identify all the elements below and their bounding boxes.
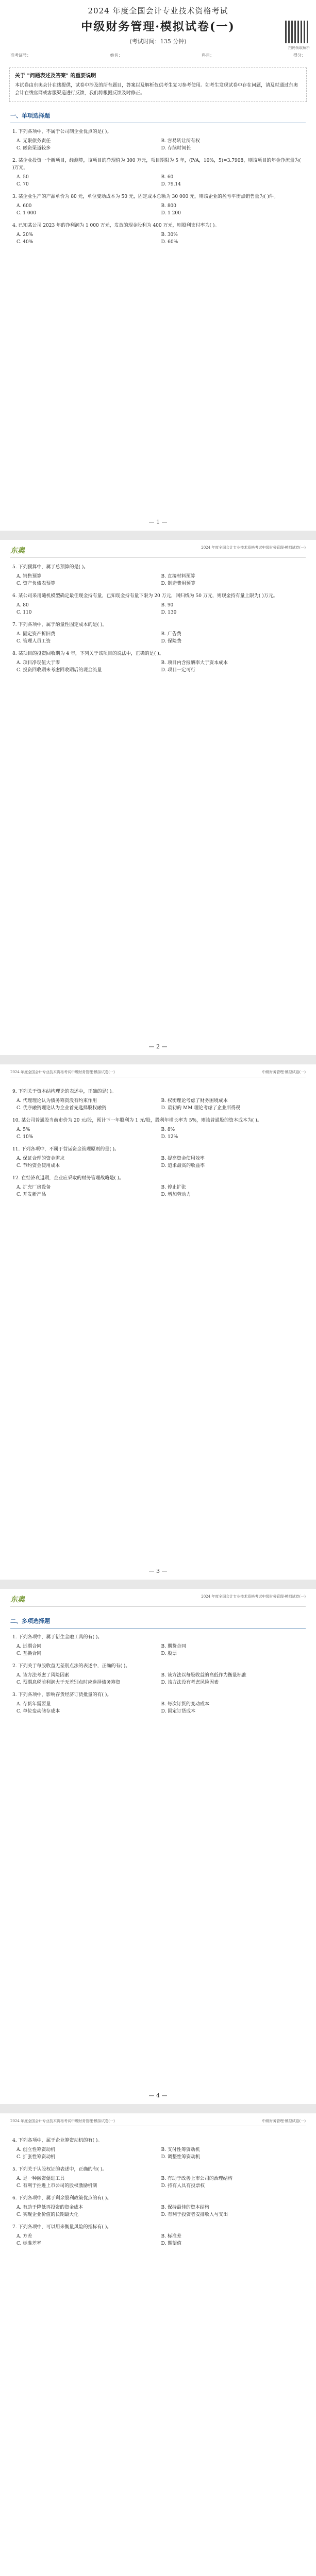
page-number: — 2 —	[148, 1043, 168, 1050]
option-item: C. 1 000	[16, 211, 37, 216]
option-item: B. 项目内含报酬率大于资本成本	[161, 660, 228, 666]
option-item: B. 每次订货的变动成本	[161, 1702, 209, 1707]
question-number: 1.	[12, 129, 17, 134]
option-list	[16, 573, 300, 587]
exam-subtitle: 中级财务管理·模拟试卷(一)	[81, 20, 235, 33]
option-list	[16, 1097, 300, 1112]
option-item: D. 制造费用预算	[161, 581, 196, 586]
question-number: 6.	[12, 594, 17, 599]
brand-logo-icon: 东奥	[10, 547, 25, 555]
option-item: A. 创立性筹资动机	[16, 2147, 56, 2153]
option-list	[16, 2146, 300, 2161]
exam-time: (考试时间：135 分钟)	[129, 38, 187, 45]
option-item: C. 有利于推进上市公司的股权激励机制	[16, 2183, 97, 2189]
option-item: A. 是一种融资促进工具	[16, 2176, 65, 2181]
question-list	[0, 564, 316, 674]
exam-title: 2024 年度全国会计专业技术资格考试	[88, 6, 228, 15]
question-item	[12, 650, 304, 657]
option-item: D. 持有人具有投票权	[161, 2183, 205, 2189]
option-item: A. 代理理论认为债务筹资没有约束作用	[16, 1098, 97, 1104]
question-list	[0, 2137, 316, 2247]
question-number: 12.	[12, 1176, 20, 1181]
question-item	[12, 1691, 304, 1699]
question-number: 9.	[12, 1089, 17, 1094]
page-separator	[0, 531, 316, 540]
running-header-text: 2024 年度全国会计专业技术资格考试中级财务管理·模拟试卷(一)	[201, 546, 306, 550]
qr-code-icon	[285, 21, 308, 43]
question-list	[0, 1634, 316, 1715]
option-list	[16, 2233, 300, 2247]
option-item: A. 有助于降低再投资的资金成本	[16, 2205, 84, 2210]
question-text: 已知某公司 2023 年的净利润为 1 000 万元，发放的现金股利为 400 万元，则股利支付率为( )。	[18, 223, 220, 228]
question-item	[12, 193, 304, 200]
option-item: D. 1 200	[161, 211, 181, 216]
option-list	[16, 602, 300, 616]
running-header-right: 中级财务管理·模拟试卷(一)	[262, 2119, 306, 2123]
question-number: 8.	[12, 651, 17, 656]
option-item: D. 该方法没有考虑风险因素	[161, 1680, 219, 1685]
question-item	[12, 222, 304, 229]
page-separator	[0, 2104, 316, 2113]
option-item: D. 股票	[161, 1651, 177, 1656]
question-list	[0, 1088, 316, 1198]
option-item: D. 存续时间长	[161, 146, 191, 151]
option-item: C. 单位变动储存成本	[16, 1709, 60, 1714]
option-item: B. 有助于改善上市公司的治理结构	[161, 2176, 232, 2181]
question-text: 下列各项中，不属于营运资金管理原则的是( )。	[21, 1147, 120, 1152]
option-item: C. 投资回收期未考虑回收期后的现金流量	[16, 668, 102, 673]
option-item: C. 互换合同	[16, 1651, 42, 1656]
question-number: 2.	[12, 1664, 17, 1669]
candidate-fields	[0, 53, 316, 58]
question-text: 下列各项中，不属于公司制企业优点的是( )。	[18, 129, 112, 134]
option-item: B. 8%	[161, 1127, 175, 1132]
section-heading: 二、多项选择题	[10, 1618, 50, 1624]
running-header-text: 2024 年度全国会计专业技术资格考试中级财务管理·模拟试卷(一)	[10, 2119, 115, 2123]
page-separator	[0, 1055, 316, 1064]
option-item: A. 50	[16, 175, 29, 180]
question-text: 某项目的投资回收期为 4 年，下列关于该项目的说法中，正确的是( )。	[18, 651, 164, 656]
option-item: A. 该方法考虑了风险因素	[16, 1673, 70, 1678]
question-item	[12, 2137, 304, 2144]
option-item: D. 保险费	[161, 639, 182, 644]
option-item: C. 10%	[16, 1134, 34, 1140]
option-list	[16, 1126, 300, 1141]
option-item: D. 79.14	[161, 182, 181, 187]
question-number: 11.	[12, 1147, 20, 1152]
option-item: D. 有利于投资者安排收入与支出	[161, 2212, 228, 2217]
question-item	[12, 1146, 304, 1153]
option-list	[16, 1184, 300, 1198]
option-list	[16, 1155, 300, 1170]
option-item: A. 存货年需要量	[16, 1702, 51, 1707]
question-item	[12, 2166, 304, 2173]
option-item: C. 优序融资理论认为企业首先选择股权融资	[16, 1106, 107, 1111]
question-text: 某公司普通股当前市价为 20 元/股，预计下一年股利为 1 元/股，股利年增长率为 5%，则该普通股的资本成本为( )。	[21, 1118, 262, 1123]
option-list	[16, 1672, 300, 1686]
option-item: B. 90	[161, 603, 174, 608]
question-item	[12, 1088, 304, 1095]
option-item: C. 扩张性筹资动机	[16, 2155, 56, 2160]
question-text: 下列关于每股收益无差别点法的表述中，正确的有( )。	[18, 1664, 130, 1669]
option-item: C. 标准差率	[16, 2241, 42, 2246]
question-item	[12, 1663, 304, 1670]
field-label: 科目：	[202, 53, 214, 58]
question-text: 下列各项中，可以用来衡量风险的指标有( )。	[18, 2225, 112, 2230]
section-heading: 一、单项选择题	[10, 112, 50, 119]
option-item: C. 实现企业价值的长期最大化	[16, 2212, 79, 2217]
field-label: 姓名：	[110, 53, 123, 58]
running-header-right: 中级财务管理·模拟试卷(一)	[262, 1070, 306, 1074]
option-item: D. 项目一定可行	[161, 668, 196, 673]
option-item: B. 广告费	[161, 632, 181, 637]
option-item: A. 销售预算	[16, 574, 42, 579]
question-number: 6.	[12, 2196, 17, 2201]
running-header	[10, 1594, 306, 1607]
question-number: 4.	[12, 2138, 17, 2143]
page-4	[0, 1589, 316, 2104]
option-list	[16, 174, 300, 188]
option-item: D. 最初的 MM 理论考虑了企业所得税	[161, 1106, 241, 1111]
option-list	[16, 202, 300, 217]
question-text: 下列各项中，属于酌量性固定成本的是( )。	[18, 622, 107, 628]
option-item: B. 期货合同	[161, 1644, 186, 1649]
option-item: B. 支付性筹资动机	[161, 2147, 200, 2153]
option-item: D. 60%	[161, 240, 178, 245]
section-divider	[10, 1628, 306, 1629]
question-number: 7.	[12, 622, 17, 628]
option-item: B. 直接材料预算	[161, 574, 195, 579]
field-label: 准考证号：	[10, 53, 31, 58]
brand-logo-icon: 东奥	[10, 1596, 25, 1604]
option-list	[16, 1701, 300, 1715]
option-item: B. 60	[161, 175, 174, 180]
option-list	[16, 659, 300, 674]
option-item: B. 30%	[161, 232, 178, 238]
option-item: D. 固定订货成本	[161, 1709, 196, 1714]
option-item: D. 增加劳动力	[161, 1192, 191, 1197]
option-item: A. 远期合同	[16, 1644, 42, 1649]
page-3	[0, 1064, 316, 1580]
option-item: D. 调整性筹资动机	[161, 2155, 201, 2160]
question-item	[12, 564, 304, 571]
option-list	[16, 2175, 300, 2190]
question-number: 4.	[12, 223, 17, 228]
field-label: 得分：	[293, 53, 306, 58]
option-item: C. 融资渠道较多	[16, 146, 51, 151]
page-2	[0, 540, 316, 1055]
question-number: 10.	[12, 1118, 20, 1123]
qr-caption: 扫码领取解析	[288, 46, 310, 50]
question-number: 2.	[12, 158, 17, 163]
question-item	[12, 2224, 304, 2231]
option-list	[16, 1643, 300, 1657]
option-item: D. 期望值	[161, 2241, 182, 2246]
option-item: D. 追求最高的收益率	[161, 1163, 205, 1168]
question-text: 下列各项中，属于衍生金融工具的有( )。	[18, 1635, 103, 1640]
question-item	[12, 1634, 304, 1641]
option-item: C. 40%	[16, 240, 34, 245]
question-text: 某企业投资一个新项目，经测算，该项目的净现值为 300 万元，项目期限为 5 年，(P/A，10%，5)=3.7908，则该项目的年金净流量为( )万元。	[12, 158, 301, 171]
question-number: 5.	[12, 2167, 17, 2172]
question-text: 下列各项中，属于企业筹资动机的有( )。	[18, 2138, 103, 2143]
question-item	[12, 157, 304, 172]
option-item: A. 扩充厂房设备	[16, 1185, 51, 1190]
question-list	[0, 128, 316, 246]
question-text: 某企业生产的产品单价为 80 元，单位变动成本为 50 元，固定成本总额为 30 000 元，则该企业的盈亏平衡点销售量为( )件。	[18, 194, 278, 199]
question-item	[12, 1175, 304, 1182]
page-separator	[0, 1580, 316, 1589]
option-item: A. 600	[16, 204, 32, 209]
option-list	[16, 231, 300, 246]
running-header	[10, 545, 306, 558]
question-number: 5.	[12, 565, 17, 570]
option-item: C. 开发新产品	[16, 1192, 46, 1197]
notice-text: 本试卷由东奥会计在线提供，试卷中涉及的所有题目，答案以及解析仅供考生复习参考使用。如考生发现试卷中存在问题，请及时通过东奥会计在线官网或客服渠道进行反馈，我们将根据反馈及时修正。	[15, 83, 298, 96]
option-item: A. 固定资产折旧费	[16, 632, 56, 637]
option-list	[16, 2204, 300, 2218]
option-item: B. 提高资金使用效率	[161, 1156, 205, 1161]
option-item: A. 80	[16, 603, 29, 608]
question-item	[12, 1117, 304, 1124]
question-text: 在经济衰退期，企业应采取的财务管理战略是( )。	[21, 1176, 124, 1181]
option-item: D. 12%	[161, 1134, 178, 1140]
option-item: A. 20%	[16, 232, 34, 238]
question-item	[12, 2195, 304, 2202]
page-number: — 4 —	[148, 2092, 168, 2099]
question-number: 3.	[12, 1692, 17, 1698]
question-text: 下列各项中，影响存货经济订货批量的有( )。	[18, 1692, 112, 1698]
option-item: C. 管理人员工资	[16, 639, 51, 644]
running-header	[10, 1070, 306, 1077]
option-item: B. 容易转让所有权	[161, 139, 200, 144]
question-text: 下列预算中，属于总预算的是( )。	[18, 565, 89, 570]
page-number: — 1 —	[148, 519, 168, 526]
option-item: B. 该方法以每股收益的高低作为衡量标准	[161, 1673, 246, 1678]
option-list	[16, 138, 300, 152]
option-item: C. 110	[16, 610, 32, 615]
important-notice	[9, 67, 307, 102]
question-number: 3.	[12, 194, 17, 199]
running-header	[10, 2119, 306, 2126]
question-item	[12, 128, 304, 135]
option-item: B. 停止扩张	[161, 1185, 186, 1190]
page-1	[0, 0, 316, 531]
question-item	[12, 621, 304, 629]
question-text: 下列各项中，属于剩余股利政策优点的有( )。	[18, 2196, 112, 2201]
running-header-text: 2024 年度全国会计专业技术资格考试中级财务管理·模拟试卷(一)	[10, 1070, 115, 1074]
option-item: C. 70	[16, 182, 29, 187]
option-item: C. 资产负债表预算	[16, 581, 56, 586]
page-number: — 3 —	[148, 1568, 168, 1574]
question-item	[12, 592, 304, 600]
option-item: A. 保证合理的资金需求	[16, 1156, 65, 1161]
page-5	[0, 2113, 316, 2576]
option-item: C. 节约资金使用成本	[16, 1163, 60, 1168]
option-item: A. 无限债务责任	[16, 139, 51, 144]
notice-title: 关于 "问题表述及答案" 的重要说明	[15, 73, 96, 79]
option-item: A. 项目净现值大于零	[16, 660, 60, 666]
running-header-text: 2024 年度全国会计专业技术资格考试中级财务管理·模拟试卷(一)	[201, 1595, 306, 1599]
option-item: B. 保持最佳的资本结构	[161, 2205, 209, 2210]
question-number: 1.	[12, 1635, 17, 1640]
option-list	[16, 631, 300, 645]
option-item: D. 130	[161, 610, 177, 615]
option-item: A. 5%	[16, 1127, 30, 1132]
question-text: 某公司采用随机模型确定最佳现金持有量，已知现金持有量下限为 20 万元，回归线为 50 万元，则现金持有量上限为( )万元。	[18, 594, 278, 599]
option-item: C. 预期息税前利润大于无差别点时应选择债务筹资	[16, 1680, 121, 1685]
option-item: B. 800	[161, 204, 177, 209]
option-item: B. 标准差	[161, 2234, 181, 2239]
question-number: 7.	[12, 2225, 17, 2230]
question-text: 下列关于资本结构理论的表述中，正确的是( )。	[18, 1089, 117, 1094]
option-item: A. 方差	[16, 2234, 32, 2239]
question-text: 下列关于认股权证的表述中，正确的有( )。	[18, 2167, 107, 2172]
option-item: B. 权衡理论考虑了财务困境成本	[161, 1098, 228, 1104]
